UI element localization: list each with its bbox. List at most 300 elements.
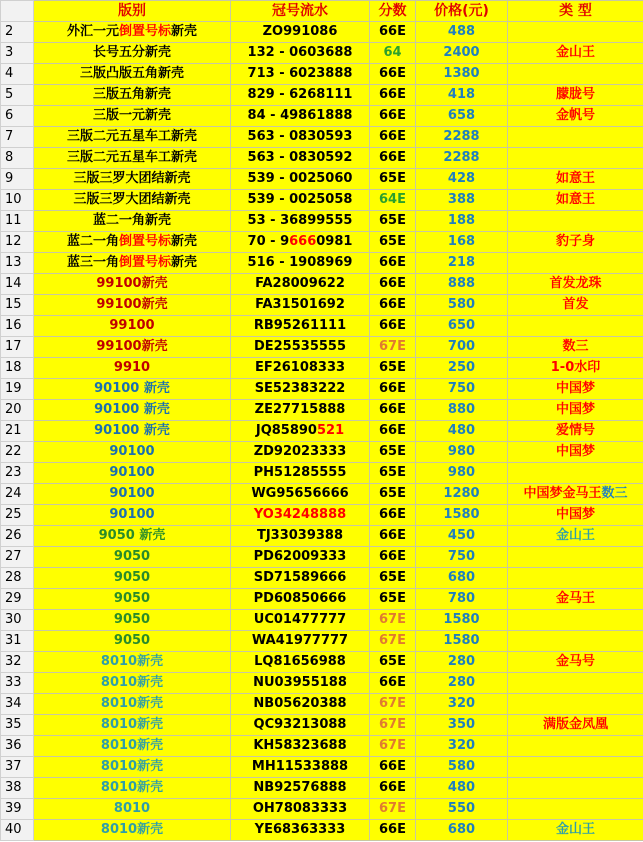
cell-serial[interactable]: [231, 820, 370, 841]
text-segment: LQ81656988: [254, 654, 346, 669]
cell-serial[interactable]: [231, 106, 370, 127]
cell-type[interactable]: [508, 64, 643, 85]
table-row: [1, 610, 643, 631]
cell-edition[interactable]: [34, 526, 231, 547]
cell-serial[interactable]: [231, 652, 370, 673]
cell-edition[interactable]: [34, 589, 231, 610]
cell-type[interactable]: [508, 295, 643, 316]
cell-serial[interactable]: [231, 253, 370, 274]
row-number[interactable]: 32: [1, 652, 34, 673]
text-segment: WA41977777: [251, 633, 349, 648]
cell-grade[interactable]: 67E: [370, 715, 416, 736]
table-row: [1, 190, 643, 211]
text-segment: 中国梦: [555, 381, 595, 396]
cell-serial[interactable]: [231, 232, 370, 253]
cell-serial[interactable]: [231, 442, 370, 463]
cell-edition[interactable]: [34, 211, 231, 232]
cell-edition[interactable]: [34, 652, 231, 673]
header-row: [1, 1, 643, 22]
text-segment: 8010新壳: [100, 675, 164, 690]
column-header-grade[interactable]: 分数: [370, 1, 416, 22]
cell-grade[interactable]: 67E: [370, 610, 416, 631]
cell-price[interactable]: 320: [416, 694, 508, 715]
cell-price[interactable]: 480: [416, 778, 508, 799]
cell-edition[interactable]: [34, 463, 231, 484]
row-number[interactable]: 8: [1, 148, 34, 169]
cell-edition[interactable]: [34, 715, 231, 736]
cell-grade[interactable]: 67E: [370, 337, 416, 358]
cell-price[interactable]: 658: [416, 106, 508, 127]
cell-serial[interactable]: [231, 799, 370, 820]
text-segment: 516 - 1908969: [247, 255, 353, 270]
cell-price[interactable]: 1580: [416, 631, 508, 652]
cell-serial[interactable]: [231, 316, 370, 337]
row-number[interactable]: 20: [1, 400, 34, 421]
cell-price[interactable]: 218: [416, 253, 508, 274]
cell-price[interactable]: 980: [416, 463, 508, 484]
row-number[interactable]: 11: [1, 211, 34, 232]
cell-type[interactable]: [508, 673, 643, 694]
cell-grade[interactable]: 66E: [370, 127, 416, 148]
cell-edition[interactable]: [34, 820, 231, 841]
cell-edition[interactable]: [34, 421, 231, 442]
cell-price[interactable]: 888: [416, 274, 508, 295]
cell-type[interactable]: [508, 421, 643, 442]
row-number[interactable]: 21: [1, 421, 34, 442]
text-segment: 90100 新壳: [94, 402, 170, 417]
row-number[interactable]: 16: [1, 316, 34, 337]
cell-edition[interactable]: [34, 610, 231, 631]
cell-type[interactable]: [508, 652, 643, 673]
cell-price[interactable]: 580: [416, 757, 508, 778]
cell-serial[interactable]: [231, 778, 370, 799]
cell-price[interactable]: 550: [416, 799, 508, 820]
cell-edition[interactable]: [34, 253, 231, 274]
row-number[interactable]: 23: [1, 463, 34, 484]
cell-edition[interactable]: [34, 22, 231, 43]
cell-grade[interactable]: 66E: [370, 526, 416, 547]
cell-serial[interactable]: [231, 190, 370, 211]
cell-serial[interactable]: [231, 337, 370, 358]
cell-price[interactable]: 1580: [416, 505, 508, 526]
cell-grade[interactable]: 67E: [370, 631, 416, 652]
table-row: [1, 715, 643, 736]
cell-grade[interactable]: 66E: [370, 64, 416, 85]
table-row: [1, 463, 643, 484]
row-number[interactable]: 38: [1, 778, 34, 799]
cell-type[interactable]: [508, 757, 643, 778]
cell-type[interactable]: [508, 715, 643, 736]
text-segment: 金山王: [555, 45, 595, 60]
cell-type[interactable]: [508, 589, 643, 610]
cell-grade[interactable]: 65E: [370, 358, 416, 379]
row-number[interactable]: 22: [1, 442, 34, 463]
cell-price[interactable]: 1380: [416, 64, 508, 85]
text-segment: 99100新壳: [96, 276, 168, 291]
cell-type[interactable]: [508, 463, 643, 484]
text-segment: 新壳: [171, 255, 198, 270]
cell-grade[interactable]: 67E: [370, 736, 416, 757]
text-segment: EF26108333: [254, 360, 346, 375]
row-number[interactable]: 12: [1, 232, 34, 253]
text-segment: 满版金凤凰: [542, 717, 608, 732]
cell-price[interactable]: 1280: [416, 484, 508, 505]
text-segment: 蓝二一角: [66, 234, 119, 249]
cell-type[interactable]: [508, 547, 643, 568]
cell-serial[interactable]: [231, 757, 370, 778]
cell-type[interactable]: [508, 526, 643, 547]
text-segment: WG95656666: [251, 486, 349, 501]
cell-edition[interactable]: [34, 274, 231, 295]
cell-serial[interactable]: [231, 694, 370, 715]
text-segment: 8010新壳: [100, 654, 164, 669]
cell-type[interactable]: [508, 148, 643, 169]
text-segment: YO34248888: [253, 507, 347, 522]
cell-price[interactable]: 480: [416, 421, 508, 442]
cell-grade[interactable]: 66E: [370, 820, 416, 841]
cell-serial[interactable]: [231, 169, 370, 190]
cell-type[interactable]: [508, 568, 643, 589]
cell-type[interactable]: [508, 106, 643, 127]
text-segment: 9050 新壳: [98, 528, 166, 543]
cell-type[interactable]: [508, 169, 643, 190]
row-number[interactable]: 4: [1, 64, 34, 85]
cell-price[interactable]: 880: [416, 400, 508, 421]
cell-type[interactable]: [508, 484, 643, 505]
cell-grade[interactable]: 65E: [370, 169, 416, 190]
cell-type[interactable]: [508, 22, 643, 43]
cell-serial[interactable]: [231, 715, 370, 736]
text-segment: 如意王: [555, 192, 595, 207]
text-segment: 90100 新壳: [94, 423, 170, 438]
text-segment: FA31501692: [255, 297, 345, 312]
text-segment: 99100: [109, 318, 155, 333]
cell-type[interactable]: [508, 43, 643, 64]
cell-price[interactable]: 2400: [416, 43, 508, 64]
text-segment: NB92576888: [253, 780, 347, 795]
text-segment: 倒置号标: [118, 234, 171, 249]
cell-type[interactable]: [508, 274, 643, 295]
row-number[interactable]: 40: [1, 820, 34, 841]
column-header-price[interactable]: 价格(元): [416, 1, 508, 22]
text-segment: 倒置号标: [118, 24, 171, 39]
cell-price[interactable]: 980: [416, 442, 508, 463]
cell-price[interactable]: 680: [416, 820, 508, 841]
cell-edition[interactable]: [34, 799, 231, 820]
table-row: [1, 316, 643, 337]
cell-type[interactable]: [508, 799, 643, 820]
text-segment: SE52383222: [254, 381, 346, 396]
row-number[interactable]: 39: [1, 799, 34, 820]
row-number[interactable]: 18: [1, 358, 34, 379]
cell-grade[interactable]: 66E: [370, 148, 416, 169]
row-number[interactable]: 27: [1, 547, 34, 568]
cell-price[interactable]: 1580: [416, 610, 508, 631]
table-row: [1, 169, 643, 190]
cell-serial[interactable]: [231, 85, 370, 106]
cell-type[interactable]: [508, 400, 643, 421]
cell-serial[interactable]: [231, 505, 370, 526]
text-segment: 数三: [601, 486, 628, 501]
cell-serial[interactable]: [231, 400, 370, 421]
row-number[interactable]: 33: [1, 673, 34, 694]
cell-grade[interactable]: 66E: [370, 316, 416, 337]
cell-edition[interactable]: [34, 358, 231, 379]
cell-price[interactable]: 750: [416, 379, 508, 400]
cell-edition[interactable]: [34, 379, 231, 400]
cell-grade[interactable]: 65E: [370, 232, 416, 253]
cell-grade[interactable]: 64: [370, 43, 416, 64]
cell-edition[interactable]: [34, 736, 231, 757]
cell-serial[interactable]: [231, 463, 370, 484]
cell-type[interactable]: [508, 232, 643, 253]
cell-type[interactable]: [508, 778, 643, 799]
column-header-type[interactable]: 类 型: [508, 1, 643, 22]
cell-price[interactable]: 418: [416, 85, 508, 106]
cell-serial[interactable]: [231, 148, 370, 169]
cell-grade[interactable]: 65E: [370, 211, 416, 232]
cell-grade[interactable]: 66E: [370, 379, 416, 400]
cell-type[interactable]: [508, 316, 643, 337]
cell-type[interactable]: [508, 337, 643, 358]
cell-price[interactable]: 700: [416, 337, 508, 358]
cell-edition[interactable]: [34, 127, 231, 148]
cell-grade[interactable]: 66E: [370, 505, 416, 526]
row-number[interactable]: 19: [1, 379, 34, 400]
cell-price[interactable]: 280: [416, 673, 508, 694]
cell-price[interactable]: 188: [416, 211, 508, 232]
text-segment: 0981: [316, 234, 353, 249]
cell-type[interactable]: [508, 736, 643, 757]
cell-edition[interactable]: [34, 673, 231, 694]
table-row: [1, 820, 643, 841]
table-row: [1, 295, 643, 316]
text-segment: 金马王: [555, 591, 595, 606]
text-segment: 9910: [113, 360, 151, 375]
cell-edition[interactable]: [34, 400, 231, 421]
cell-grade[interactable]: 66E: [370, 547, 416, 568]
table-row: [1, 400, 643, 421]
cell-grade[interactable]: 66E: [370, 295, 416, 316]
table-row: [1, 211, 643, 232]
cell-type[interactable]: [508, 190, 643, 211]
cell-price[interactable]: 388: [416, 190, 508, 211]
text-segment: 外汇一元: [66, 24, 119, 39]
cell-serial[interactable]: [231, 127, 370, 148]
cell-grade[interactable]: 65E: [370, 568, 416, 589]
cell-edition[interactable]: [34, 43, 231, 64]
cell-type[interactable]: [508, 631, 643, 652]
cell-grade[interactable]: 65E: [370, 652, 416, 673]
cell-type[interactable]: [508, 85, 643, 106]
cell-edition[interactable]: [34, 190, 231, 211]
cell-edition[interactable]: [34, 568, 231, 589]
text-segment: 三版三罗大团结新壳: [73, 171, 191, 186]
row-number[interactable]: 10: [1, 190, 34, 211]
cell-edition[interactable]: [34, 484, 231, 505]
cell-price[interactable]: 350: [416, 715, 508, 736]
cell-grade[interactable]: 66E: [370, 85, 416, 106]
cell-serial[interactable]: [231, 43, 370, 64]
row-number[interactable]: 3: [1, 43, 34, 64]
cell-serial[interactable]: [231, 547, 370, 568]
cell-serial[interactable]: [231, 421, 370, 442]
cell-grade[interactable]: 66E: [370, 274, 416, 295]
cell-grade[interactable]: 65E: [370, 484, 416, 505]
row-number[interactable]: 26: [1, 526, 34, 547]
table-row: [1, 127, 643, 148]
cell-edition[interactable]: [34, 64, 231, 85]
table-row: [1, 547, 643, 568]
cell-grade[interactable]: 66E: [370, 400, 416, 421]
cell-serial[interactable]: [231, 484, 370, 505]
cell-serial[interactable]: [231, 568, 370, 589]
cell-price[interactable]: 680: [416, 568, 508, 589]
cell-edition[interactable]: [34, 778, 231, 799]
cell-grade[interactable]: 64E: [370, 190, 416, 211]
cell-serial[interactable]: [231, 211, 370, 232]
cell-grade[interactable]: 66E: [370, 253, 416, 274]
row-number[interactable]: 34: [1, 694, 34, 715]
cell-price[interactable]: 250: [416, 358, 508, 379]
cell-edition[interactable]: [34, 85, 231, 106]
cell-price[interactable]: 650: [416, 316, 508, 337]
cell-edition[interactable]: [34, 694, 231, 715]
row-number[interactable]: 2: [1, 22, 34, 43]
cell-serial[interactable]: [231, 379, 370, 400]
cell-type[interactable]: [508, 820, 643, 841]
cell-serial[interactable]: [231, 64, 370, 85]
cell-grade[interactable]: 67E: [370, 799, 416, 820]
cell-serial[interactable]: [231, 589, 370, 610]
text-segment: 8010新壳: [100, 717, 164, 732]
row-number[interactable]: 14: [1, 274, 34, 295]
text-segment: QC93213088: [253, 717, 347, 732]
text-segment: MH11533888: [251, 759, 349, 774]
row-number[interactable]: 17: [1, 337, 34, 358]
cell-serial[interactable]: [231, 736, 370, 757]
row-number[interactable]: 35: [1, 715, 34, 736]
row-number[interactable]: 13: [1, 253, 34, 274]
cell-edition[interactable]: [34, 232, 231, 253]
table-row: [1, 106, 643, 127]
cell-grade[interactable]: 65E: [370, 463, 416, 484]
text-segment: 99100新壳: [96, 339, 168, 354]
cell-edition[interactable]: [34, 757, 231, 778]
cell-price[interactable]: 450: [416, 526, 508, 547]
cell-grade[interactable]: 66E: [370, 673, 416, 694]
cell-type[interactable]: [508, 505, 643, 526]
cell-serial[interactable]: [231, 295, 370, 316]
cell-edition[interactable]: [34, 442, 231, 463]
table-row: [1, 589, 643, 610]
cell-grade[interactable]: 66E: [370, 757, 416, 778]
cell-grade[interactable]: 66E: [370, 22, 416, 43]
table-row: [1, 64, 643, 85]
cell-price[interactable]: 488: [416, 22, 508, 43]
text-segment: 1-0水印: [550, 360, 601, 375]
cell-edition[interactable]: [34, 148, 231, 169]
cell-price[interactable]: 580: [416, 295, 508, 316]
cell-serial[interactable]: [231, 274, 370, 295]
cell-price[interactable]: 428: [416, 169, 508, 190]
row-number[interactable]: 6: [1, 106, 34, 127]
cell-grade[interactable]: 66E: [370, 421, 416, 442]
cell-serial[interactable]: [231, 22, 370, 43]
cell-grade[interactable]: 65E: [370, 442, 416, 463]
table-row: [1, 253, 643, 274]
row-number[interactable]: 25: [1, 505, 34, 526]
row-number[interactable]: 7: [1, 127, 34, 148]
text-segment: 9050: [113, 612, 151, 627]
text-segment: 521: [316, 423, 345, 438]
cell-edition[interactable]: [34, 337, 231, 358]
cell-type[interactable]: [508, 610, 643, 631]
cell-edition[interactable]: [34, 505, 231, 526]
cell-serial[interactable]: [231, 358, 370, 379]
cell-edition[interactable]: [34, 106, 231, 127]
text-segment: 中国梦: [555, 402, 595, 417]
cell-type[interactable]: [508, 694, 643, 715]
cell-price[interactable]: 2288: [416, 148, 508, 169]
cell-type[interactable]: [508, 211, 643, 232]
row-number[interactable]: 29: [1, 589, 34, 610]
row-number[interactable]: 31: [1, 631, 34, 652]
row-number[interactable]: 15: [1, 295, 34, 316]
cell-grade[interactable]: 65E: [370, 589, 416, 610]
cell-edition[interactable]: [34, 169, 231, 190]
cell-grade[interactable]: 66E: [370, 106, 416, 127]
table-row: [1, 421, 643, 442]
cell-price[interactable]: 750: [416, 547, 508, 568]
cell-edition[interactable]: [34, 631, 231, 652]
column-header-edition[interactable]: 版别: [34, 1, 231, 22]
row-number[interactable]: 37: [1, 757, 34, 778]
text-segment: 99100新壳: [96, 297, 168, 312]
row-number[interactable]: 36: [1, 736, 34, 757]
text-segment: 新壳: [171, 234, 198, 249]
cell-serial[interactable]: [231, 631, 370, 652]
cell-type[interactable]: [508, 127, 643, 148]
cell-price[interactable]: 168: [416, 232, 508, 253]
cell-edition[interactable]: [34, 547, 231, 568]
cell-type[interactable]: [508, 442, 643, 463]
cell-type[interactable]: [508, 253, 643, 274]
cell-serial[interactable]: [231, 610, 370, 631]
cell-type[interactable]: [508, 379, 643, 400]
cell-grade[interactable]: 67E: [370, 694, 416, 715]
row-number[interactable]: 30: [1, 610, 34, 631]
cell-price[interactable]: 780: [416, 589, 508, 610]
cell-edition[interactable]: [34, 295, 231, 316]
column-header-serial[interactable]: 冠号流水: [231, 1, 370, 22]
row-number[interactable]: 28: [1, 568, 34, 589]
cell-type[interactable]: [508, 358, 643, 379]
cell-edition[interactable]: [34, 316, 231, 337]
cell-serial[interactable]: [231, 673, 370, 694]
table-row: [1, 505, 643, 526]
cell-price[interactable]: 2288: [416, 127, 508, 148]
text-segment: 金马号: [555, 654, 595, 669]
text-segment: 8010新壳: [100, 738, 164, 753]
row-number[interactable]: 24: [1, 484, 34, 505]
row-number[interactable]: 9: [1, 169, 34, 190]
cell-price[interactable]: 320: [416, 736, 508, 757]
cell-price[interactable]: 280: [416, 652, 508, 673]
cell-serial[interactable]: [231, 526, 370, 547]
row-number[interactable]: 5: [1, 85, 34, 106]
cell-grade[interactable]: 66E: [370, 778, 416, 799]
